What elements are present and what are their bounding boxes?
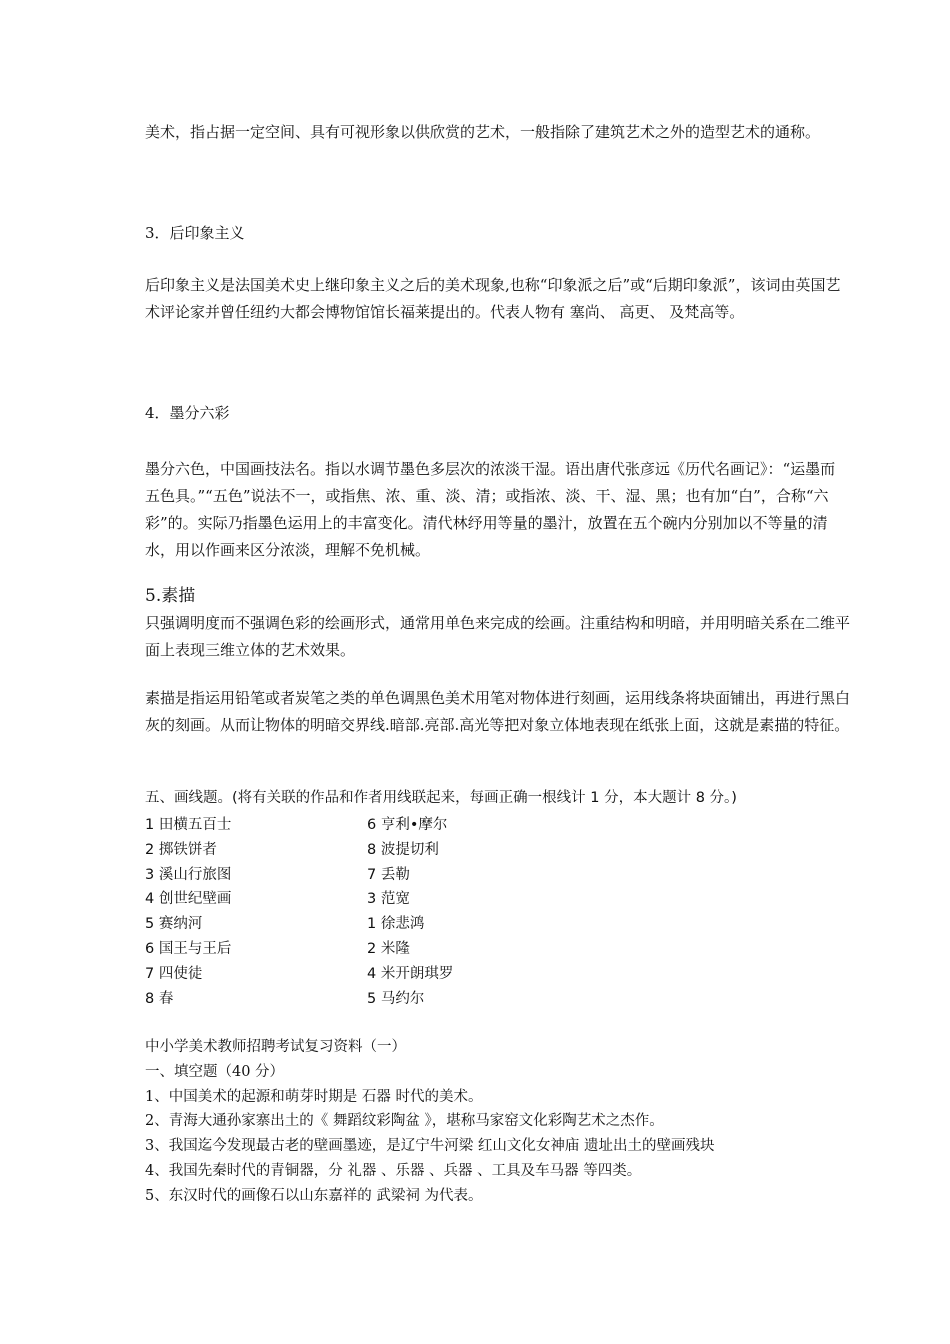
section-3-body: 后印象主义是法国美术史上继印象主义之后的美术现象,也称“印象派之后”或“后期印象派”，该词由英国艺术评论家并曾任纽约大都会博物馆馆长福莱提出的。代表人物有 塞尚、 高更、 及梵高等。 [145, 276, 841, 321]
matching-row [145, 987, 665, 1012]
section-4-heading: 4．墨分六彩 [145, 404, 230, 422]
fill-blank-item: 4、我国先秦时代的青铜器，分 礼器 、乐器 、兵器 、工具及车马器 等四类。 [145, 1162, 642, 1179]
section-5-body-2: 素描是指运用铅笔或者炭笔之类的单色调黑色美术用笔对物体进行刻画，运用线条将块面铺出，再进行黑白灰的刻画。从而让物体的明暗交界线.暗部.亮部.高光等把对象立体地表现在纸张上面，这就是素描的特征。 [145, 689, 851, 734]
matching-row [145, 813, 665, 838]
review-title: 中小学美术教师招聘考试复习资料（一） [145, 1039, 406, 1055]
matching-row [145, 912, 665, 937]
work-item: 8 春 [145, 990, 174, 1007]
artist-item: 8 波提切利 [367, 841, 439, 858]
matching-row [145, 962, 665, 987]
review-section [145, 1035, 850, 1209]
section-5-heading: 5.素描 [145, 586, 196, 606]
fill-blank-item: 3、我国迄今发现最古老的壁画墨迹，是辽宁牛河梁 红山文化女神庙 遗址出土的壁画残块 [145, 1138, 715, 1155]
section-3-heading: 3．后印象主义 [145, 224, 245, 242]
section-4-body: 墨分六色，中国画技法名。指以水调节墨色多层次的浓淡干湿。语出唐代张彦远《历代名画记》：“运墨而五色具。”“五色”说法不一，或指焦、浓、重、淡、清；或指浓、淡、干、湿、黑；也有加“白”，合称“六彩”的。实际乃指墨色运用上的丰富变化。清代林纾用等量的墨汁，放置在五个碗内分别加以不等量的清水，用以作画来区分浓淡，理解不免机械。 [145, 460, 836, 559]
matching-table [145, 813, 665, 1011]
matching-row [145, 838, 665, 863]
artist-item: 1 徐悲鸿 [367, 916, 425, 933]
work-item: 3 溪山行旅图 [145, 866, 232, 883]
artist-item: 6 亨利•摩尔 [367, 817, 448, 833]
matching-row [145, 937, 665, 962]
work-item: 5 赛纳河 [145, 916, 203, 933]
artist-item: 5 马约尔 [367, 990, 425, 1007]
fill-blank-item: 1、中国美术的起源和萌芽时期是 石器 时代的美术。 [145, 1088, 483, 1105]
work-item: 1 田横五百士 [145, 817, 232, 833]
work-item: 6 国王与王后 [145, 940, 232, 957]
matching-row [145, 887, 665, 912]
artist-item: 2 米隆 [367, 940, 410, 957]
fill-blank-item: 2、青海大通孙家寨出土的《 舞蹈纹彩陶盆 》，堪称马家窑文化彩陶艺术之杰作。 [145, 1113, 664, 1130]
matching-row [145, 863, 665, 888]
artist-item: 4 米开朗琪罗 [367, 965, 454, 982]
artist-item: 3 范宽 [367, 891, 410, 908]
intro-paragraph: 美术，指占据一定空间、具有可视形象以供欣赏的艺术，一般指除了建筑艺术之外的造型艺术的通称。 [145, 123, 821, 141]
work-item: 7 四使徒 [145, 965, 203, 982]
section-5-body-1: 只强调明度而不强调色彩的绘画形式，通常用单色来完成的绘画。注重结构和明暗，并用明暗关系在二维平面上表现三维立体的艺术效果。 [145, 614, 851, 659]
work-item: 2 掷铁饼者 [145, 841, 217, 858]
work-item: 4 创世纪壁画 [145, 891, 232, 908]
matching-heading: 五、画线题。(将有关联的作品和作者用线联起来，每画正确一根线计 1 分，本大题计 8 分。) [145, 790, 737, 806]
artist-item: 7 丢勒 [367, 866, 410, 883]
fill-blank-item: 5、东汉时代的画像石以山东嘉祥的 武梁祠 为代表。 [145, 1187, 483, 1204]
review-subtitle: 一、填空题（40 分） [145, 1063, 285, 1080]
